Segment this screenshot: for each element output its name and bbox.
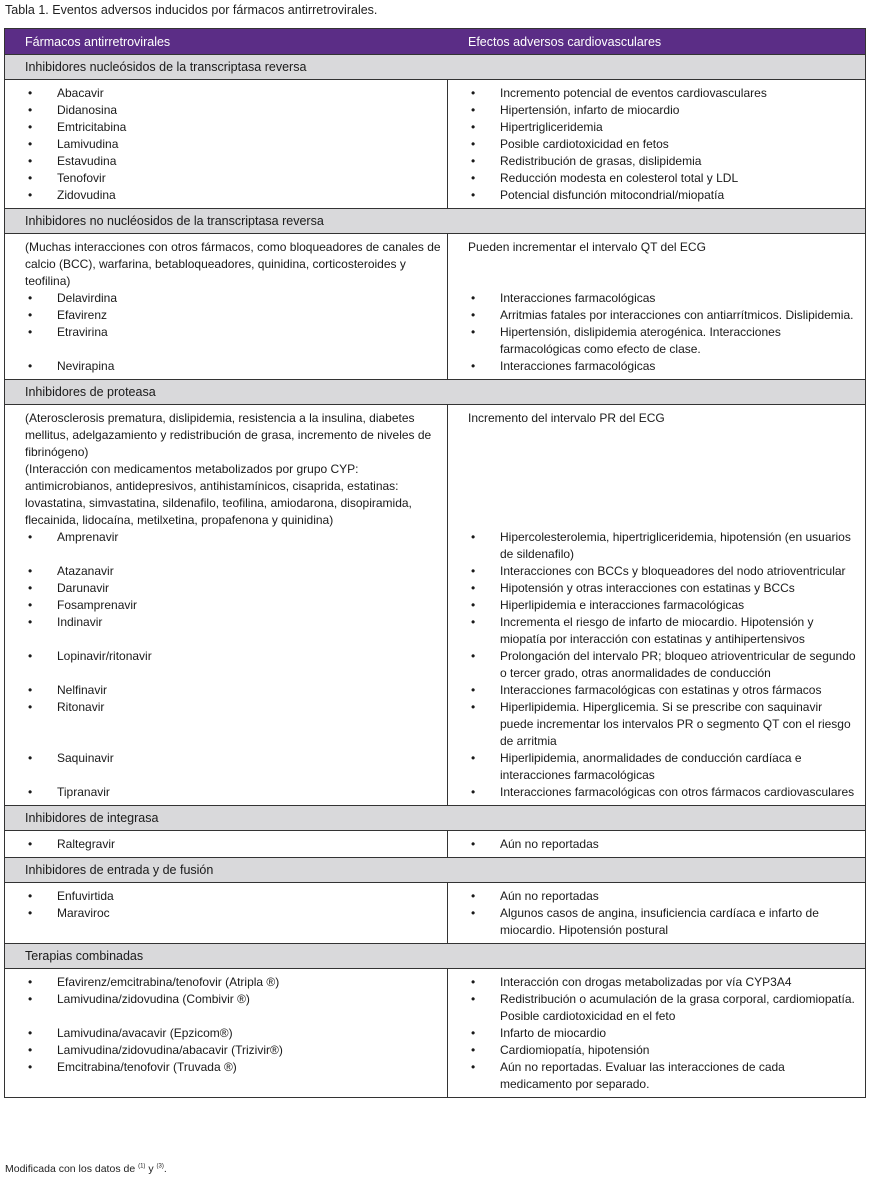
bullet: • (28, 1026, 33, 1040)
effect-text: Interacciones farmacológicas con otros fármacos cardiovasculares (500, 785, 855, 799)
bullet: • (28, 171, 33, 185)
bullet: • (471, 171, 476, 185)
effect-item (468, 1025, 857, 1042)
drug-item (25, 119, 441, 136)
bullet: • (471, 1060, 476, 1074)
effect-text: Posible cardiotoxicidad en fetos (500, 137, 669, 151)
effect-text: Hiperlipidemia e interacciones farmacológicas (500, 598, 745, 612)
effect-item (468, 290, 857, 307)
drug-item (25, 836, 441, 853)
effects-column (448, 405, 865, 805)
drug-name: Lamivudina/zidovudina/abacavir (Trizivir®) (57, 1043, 283, 1057)
bullet: • (28, 359, 33, 373)
effect-item (468, 324, 857, 358)
effect-text: Interacción con drogas metabolizadas por vía CYP3A4 (500, 975, 792, 989)
group-body (5, 883, 865, 944)
bullet: • (28, 581, 33, 595)
effect-item (468, 136, 857, 153)
effect-note: Incremento del intervalo PR del ECG (468, 411, 665, 425)
footnote (5, 1163, 167, 1175)
bullet: • (471, 188, 476, 202)
effects-column (448, 234, 865, 379)
bullet: • (28, 598, 33, 612)
group-note-text: (Muchas interacciones con otros fármacos, como bloqueadores de canales de calcio (BCC), warfarina, betabloqueadores, quinidina, corticosteroides y teofilina) (25, 240, 441, 288)
bullet: • (471, 308, 476, 322)
drug-item (25, 784, 441, 801)
drugs-column (5, 405, 448, 805)
effect-item (468, 784, 857, 801)
effect-text: Interacciones con BCCs y bloqueadores del nodo atrioventricular (500, 564, 846, 578)
effect-text: Algunos casos de angina, insuficiencia cardíaca e infarto de miocardio. Hipotensión postural (500, 906, 819, 937)
footnote-ref: (3) (156, 1163, 164, 1170)
effect-text: Interacciones farmacológicas (500, 359, 656, 373)
bullet: • (471, 120, 476, 134)
effect-item (468, 648, 857, 682)
effect-item (468, 991, 857, 1025)
bullet: • (28, 906, 33, 920)
drug-name: Fosamprenavir (57, 598, 138, 612)
table-body (5, 55, 865, 1097)
drug-name: Raltegravir (57, 837, 116, 851)
group-note-text: (Aterosclerosis prematura, dislipidemia, resistencia a la insulina, diabetes mellitus, adelgazamiento y redistribución de grasa, incremento de niveles de fibrinógeno) (25, 411, 432, 459)
effect-item (468, 888, 857, 905)
group-body (5, 405, 865, 806)
effect-text: Hiperlipidemia, anormalidades de conducción cardíaca e interacciones farmacológicas (500, 751, 802, 782)
bullet: • (28, 137, 33, 151)
effect-text: Infarto de miocardio (500, 1026, 607, 1040)
drug-name: Amprenavir (57, 530, 119, 544)
group-note (25, 410, 441, 529)
drug-item (25, 324, 441, 358)
effect-note: Pueden incrementar el intervalo QT del ECG (468, 240, 706, 254)
effect-item (468, 682, 857, 699)
drug-name: Lamivudina/zidovudina (Combivir ®) (57, 992, 250, 1006)
effect-item (468, 102, 857, 119)
bullet: • (471, 700, 476, 714)
effect-item (468, 836, 857, 853)
drug-item (25, 1042, 441, 1059)
effect-text: Interacciones farmacológicas con estatinas y otros fármacos (500, 683, 822, 697)
bullet: • (28, 683, 33, 697)
bullet: • (471, 291, 476, 305)
bullet: • (471, 598, 476, 612)
drugs-column (5, 969, 448, 1097)
group-note (25, 239, 441, 290)
bullet: • (471, 154, 476, 168)
bullet: • (28, 751, 33, 765)
effect-item (468, 119, 857, 136)
effect-item (468, 974, 857, 991)
effect-text: Hipertensión, dislipidemia aterogénica. Interacciones farmacológicas como efecto de clase. (500, 325, 781, 356)
drug-item (25, 682, 441, 699)
effect-item (468, 85, 857, 102)
effect-item (468, 699, 857, 750)
effect-item (468, 529, 857, 563)
effect-text: Reducción modesta en colesterol total y LDL (500, 171, 739, 185)
drug-name: Lamivudina (57, 137, 119, 151)
drug-name: Tipranavir (57, 785, 110, 799)
effect-item (468, 1042, 857, 1059)
effect-item (468, 614, 857, 648)
footnote-text: . (163, 1163, 167, 1175)
effect-text: Interacciones farmacológicas (500, 291, 656, 305)
bullet: • (28, 1043, 33, 1057)
bullet: • (28, 649, 33, 663)
bullet: • (28, 530, 33, 544)
bullet: • (28, 188, 33, 202)
drug-name: Darunavir (57, 581, 110, 595)
bullet: • (471, 785, 476, 799)
group-title: Inhibidores no nucléosidos de la transcriptasa reversa (5, 209, 865, 234)
effect-text: Aún no reportadas. Evaluar las interacciones de cada medicamento por separado. (500, 1060, 785, 1091)
drugs-column (5, 831, 448, 857)
header-drugs: Fármacos antirretrovirales (25, 34, 171, 49)
group-title: Inhibidores de entrada y de fusión (5, 858, 865, 883)
drug-item (25, 153, 441, 170)
bullet: • (471, 359, 476, 373)
drug-name: Etravirina (57, 325, 108, 339)
bullet: • (471, 1043, 476, 1057)
drug-item (25, 974, 441, 991)
bullet: • (471, 325, 476, 339)
drug-name: Enfuvirtida (57, 889, 114, 903)
drug-item (25, 1059, 441, 1093)
effects-column (448, 883, 865, 943)
effect-text: Hipertrigliceridemia (500, 120, 603, 134)
bullet: • (28, 1060, 33, 1074)
effect-item (468, 580, 857, 597)
drug-name: Saquinavir (57, 751, 114, 765)
bullet: • (28, 837, 33, 851)
effect-text: Incremento potencial de eventos cardiovasculares (500, 86, 767, 100)
drug-item (25, 648, 441, 682)
bullet: • (471, 86, 476, 100)
bullet: • (471, 683, 476, 697)
group-note-text: (Interacción con medicamentos metabolizados por grupo CYP: antimicrobianos, antidepresivos, antihistamínicos, cisaprida, estatinas: lovastatina, simvastatina, sildenafilo, teofilina, amiodarona, disopiramida, flecainida, lidocaína, metilxetina, propafenona y quinidina) (25, 462, 412, 527)
effect-item (468, 307, 857, 324)
drug-item (25, 136, 441, 153)
drug-name: Nevirapina (57, 359, 115, 373)
bullet: • (471, 1026, 476, 1040)
header-effects: Efectos adversos cardiovasculares (468, 34, 662, 49)
drug-item (25, 750, 441, 784)
effect-text: Incrementa el riesgo de infarto de miocardio. Hipotensión y miopatía por interacción con estatinas y antihipertensivos (500, 615, 814, 646)
effects-column (448, 831, 865, 857)
effect-text: Redistribución o acumulación de la grasa corporal, cardiomiopatía. Posible cardiotoxicidad en el feto (500, 992, 855, 1023)
drug-name: Estavudina (57, 154, 117, 168)
effect-item (468, 905, 857, 939)
group-body (5, 969, 865, 1097)
bullet: • (471, 564, 476, 578)
drug-name: Maraviroc (57, 906, 110, 920)
drug-item (25, 529, 441, 563)
bullet: • (471, 992, 476, 1006)
drug-name: Indinavir (57, 615, 103, 629)
drug-name: Ritonavir (57, 700, 105, 714)
effect-text: Redistribución de grasas, dislipidemia (500, 154, 702, 168)
drug-item (25, 290, 441, 307)
footnote-ref: (1) (138, 1163, 146, 1170)
drug-name: Delavirdina (57, 291, 118, 305)
drugs-column (5, 234, 448, 379)
drug-item (25, 85, 441, 102)
effect-item (468, 170, 857, 187)
bullet: • (28, 86, 33, 100)
bullet: • (471, 975, 476, 989)
drug-item (25, 102, 441, 119)
table-header (5, 29, 865, 55)
effects-column (448, 80, 865, 208)
drugs-column (5, 80, 448, 208)
bullet: • (28, 325, 33, 339)
bullet: • (471, 649, 476, 663)
bullet: • (28, 308, 33, 322)
adverse-events-table (4, 28, 866, 1098)
bullet: • (471, 103, 476, 117)
drug-item (25, 597, 441, 614)
drug-name: Lopinavir/ritonavir (57, 649, 152, 663)
effect-item (468, 187, 857, 204)
drug-name: Atazanavir (57, 564, 114, 578)
effect-text: Hiperlipidemia. Hiperglicemia. Si se prescribe con saquinavir puede incrementar los intervalos PR o segmento QT con el riesgo de arritmia (500, 700, 851, 748)
effect-item (468, 1059, 857, 1093)
effect-text: Potencial disfunción mitocondrial/miopatía (500, 188, 725, 202)
effect-text: Hipotensión y otras interacciones con estatinas y BCCs (500, 581, 795, 595)
effect-item (468, 750, 857, 784)
drug-name: Emtricitabina (57, 120, 127, 134)
bullet: • (28, 154, 33, 168)
drug-name: Abacavir (57, 86, 104, 100)
bullet: • (28, 889, 33, 903)
drug-item (25, 699, 441, 750)
drug-item (25, 580, 441, 597)
drug-name: Zidovudina (57, 188, 116, 202)
drug-item (25, 187, 441, 204)
effect-text: Hipertensión, infarto de miocardio (500, 103, 680, 117)
bullet: • (28, 120, 33, 134)
drug-item (25, 905, 441, 939)
effects-column (448, 969, 865, 1097)
drug-item (25, 563, 441, 580)
drug-item (25, 888, 441, 905)
effect-text: Hipercolesterolemia, hipertrigliceridemia, hipotensión (en usuarios de sildenafilo) (500, 530, 851, 561)
effect-text: Aún no reportadas (500, 837, 599, 851)
footnote-text: Modificada con los datos de (5, 1163, 139, 1175)
drug-name: Efavirenz/emcitrabina/tenofovir (Atripla ®) (57, 975, 280, 989)
bullet: • (28, 975, 33, 989)
group-title: Inhibidores de integrasa (5, 806, 865, 831)
drug-item (25, 307, 441, 324)
bullet: • (471, 581, 476, 595)
drug-item (25, 358, 441, 375)
bullet: • (471, 615, 476, 629)
drug-name: Tenofovir (57, 171, 106, 185)
effect-item (468, 358, 857, 375)
table-caption: Tabla 1. Eventos adversos inducidos por fármacos antirretrovirales. (5, 3, 378, 17)
drug-name: Efavirenz (57, 308, 108, 322)
bullet: • (471, 751, 476, 765)
bullet: • (28, 992, 33, 1006)
bullet: • (28, 291, 33, 305)
group-body (5, 831, 865, 858)
group-body (5, 234, 865, 380)
bullet: • (471, 906, 476, 920)
group-body (5, 80, 865, 209)
bullet: • (471, 137, 476, 151)
effect-text: Prolongación del intervalo PR; bloqueo atrioventricular de segundo o tercer grado, otras anormalidades de conducción (500, 649, 856, 680)
drug-item (25, 1025, 441, 1042)
effect-item (468, 153, 857, 170)
drug-name: Nelfinavir (57, 683, 108, 697)
group-title: Inhibidores de proteasa (5, 380, 865, 405)
drug-item (25, 614, 441, 648)
drug-name: Emcitrabina/tenofovir (Truvada ®) (57, 1060, 237, 1074)
bullet: • (28, 564, 33, 578)
drug-item (25, 170, 441, 187)
effect-item (468, 563, 857, 580)
drug-name: Lamivudina/avacavir (Epzicom®) (57, 1026, 233, 1040)
bullet: • (28, 700, 33, 714)
bullet: • (471, 889, 476, 903)
effect-text: Aún no reportadas (500, 889, 599, 903)
group-title: Inhibidores nucleósidos de la transcriptasa reversa (5, 55, 865, 80)
effect-item (468, 597, 857, 614)
bullet: • (28, 615, 33, 629)
bullet: • (28, 785, 33, 799)
effect-text: Cardiomiopatía, hipotensión (500, 1043, 650, 1057)
drug-name: Didanosina (57, 103, 118, 117)
bullet: • (28, 103, 33, 117)
drug-item (25, 991, 441, 1025)
bullet: • (471, 837, 476, 851)
effect-text: Arritmias fatales por interacciones con antiarrítmicos. Dislipidemia. (500, 308, 854, 322)
group-title: Terapias combinadas (5, 944, 865, 969)
drugs-column (5, 883, 448, 943)
bullet: • (471, 530, 476, 544)
footnote-text: y (145, 1163, 157, 1175)
